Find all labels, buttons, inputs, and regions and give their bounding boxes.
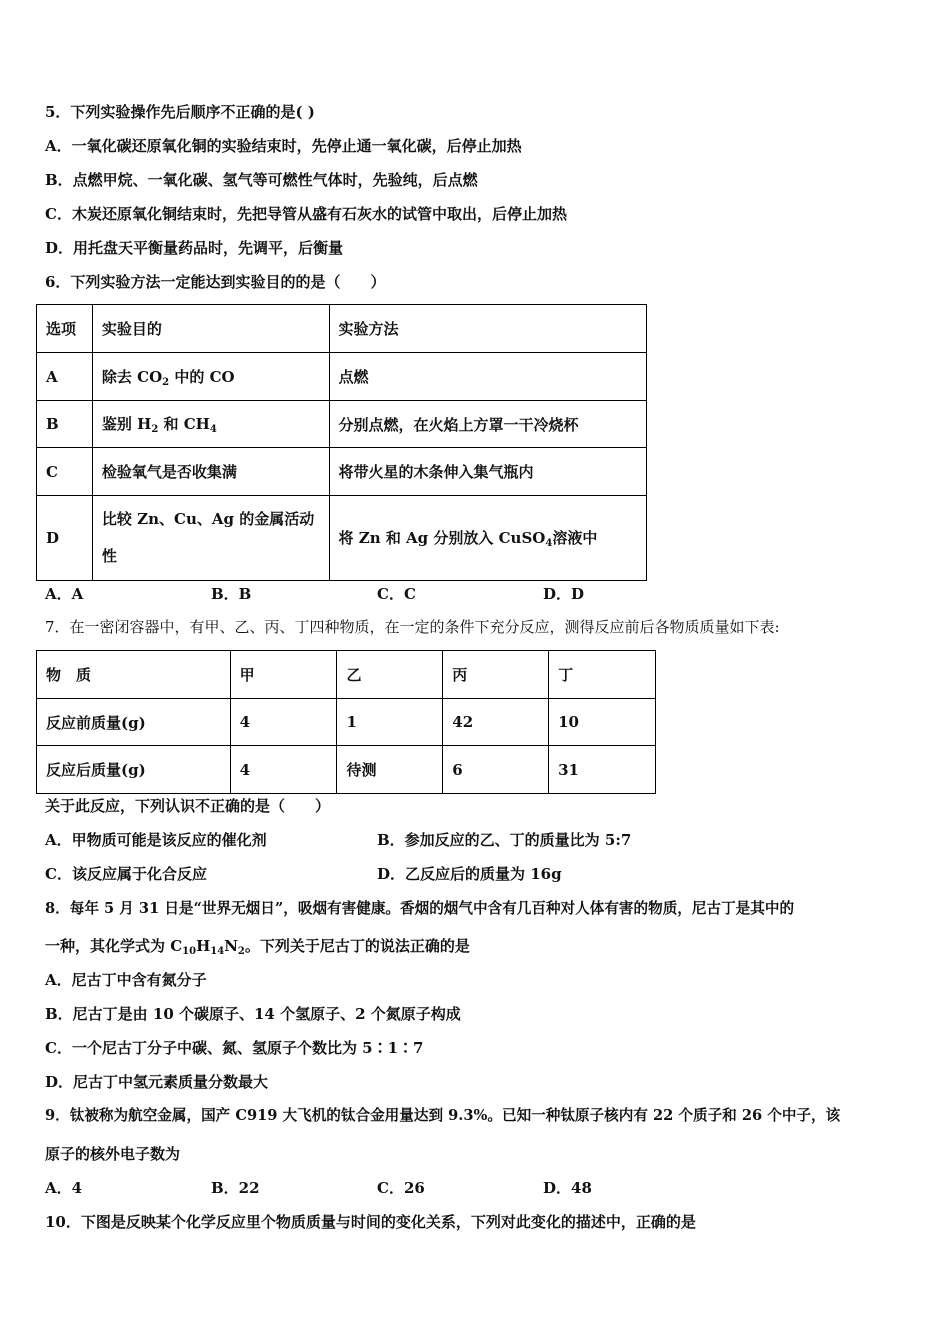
q6-row-c-option: C: [37, 448, 93, 496]
q8-formula-c: 一种，其化学式为 C: [45, 937, 183, 955]
q9-answer-b: B．22: [211, 1179, 260, 1197]
q9-answer-d: D．48: [543, 1179, 592, 1197]
q6-row-d-goal: [92, 496, 329, 581]
q8-option-a: A．尼古丁中含有氮分子: [45, 971, 207, 989]
table-row: [37, 401, 647, 448]
q9-stem-line2: 原子的核外电子数为: [45, 1145, 181, 1163]
q7-header-substance: 物 质: [37, 651, 231, 699]
q7-row1-bing: 42: [443, 699, 549, 746]
q7-row2-label: 反应后质量(g): [37, 746, 231, 794]
q7-option-c: C．该反应属于化合反应: [45, 865, 207, 883]
q7-row1-jia: 4: [230, 699, 337, 746]
table-row: [37, 353, 647, 401]
q6-row-a-method: 点燃: [329, 353, 646, 401]
q8-stem-line2: [45, 936, 470, 962]
q6-row-c-method: 将带火星的木条伸入集气瓶内: [329, 448, 646, 496]
q7-header-jia: 甲: [230, 651, 337, 699]
q9-stem-line1: 9．钛被称为航空金属，国产 C919 大飞机的钛合金用量达到 9.3%。已知一种钛原子核内有 22 个质子和 26 个中子，该: [45, 1107, 841, 1124]
q7-stem: 7．在一密闭容器中，有甲、乙、丙、丁四种物质，在一定的条件下充分反应，测得反应前后各物质质量如下表:: [45, 618, 780, 636]
q5-option-b: B．点燃甲烷、一氧化碳、氢气等可燃性气体时，先验纯，后点燃: [45, 171, 478, 189]
q7-row2-jia: 4: [230, 746, 337, 794]
q6-row-d-goal-line1: 比较 Zn、Cu、Ag 的金属活动: [101, 510, 315, 528]
q7-header-bing: 丙: [443, 651, 549, 699]
q8-formula-c-sub: 10: [182, 946, 197, 957]
q8-option-b: B．尼古丁是由 10 个碳原子、14 个氢原子、2 个氮原子构成: [45, 1005, 461, 1023]
q6-row-d-method-text2: 溶液中: [552, 529, 598, 547]
q7-question: 关于此反应，下列认识不正确的是（ ）: [45, 797, 331, 815]
q6-row-c-goal: 检验氧气是否收集满: [92, 448, 329, 496]
q8-option-c: C．一个尼古丁分子中碳、氮、氢原子个数比为 5∶1∶7: [45, 1039, 424, 1057]
q7-option-d: D．乙反应后的质量为 16g: [377, 865, 562, 883]
q7-table: [36, 650, 656, 794]
table-row: [37, 746, 656, 794]
q8-formula-n: N: [224, 937, 238, 955]
q6-answer-d: D．D: [543, 585, 585, 603]
q7-table-header: [37, 651, 656, 699]
q7-row2-yi: 待测: [337, 746, 443, 794]
q6-row-b-goal: [92, 401, 329, 448]
q6-row-d-goal-line2: 性: [101, 547, 117, 565]
q6-table: [36, 304, 647, 581]
q9-answer-c: C．26: [377, 1179, 425, 1197]
q6-row-d-method-sub: 4: [545, 538, 553, 549]
q8-formula-n-sub: 2: [237, 946, 245, 957]
q8-option-d: D．尼古丁中氢元素质量分数最大: [45, 1073, 269, 1091]
q7-header-yi: 乙: [337, 651, 443, 699]
q7-row1-ding: 10: [549, 699, 656, 746]
q6-row-b-method: 分别点燃，在火焰上方罩一干冷烧杯: [329, 401, 646, 448]
q6-answer-a: A．A: [45, 585, 84, 603]
q6-header-goal: 实验目的: [92, 305, 329, 353]
q7-row1-yi: 1: [337, 699, 443, 746]
table-row: [37, 448, 647, 496]
q7-row2-bing: 6: [443, 746, 549, 794]
q8-stem-line1: 8．每年 5 月 31 日是“世界无烟日”，吸烟有害健康。香烟的烟气中含有几百种对人体有害的物质，尼古丁是其中的: [45, 900, 795, 917]
q6-row-a-goal-sub: 2: [162, 376, 170, 388]
q10-stem: 10．下图是反映某个化学反应里个物质质量与时间的变化关系，下列对此变化的描述中，正确的是: [45, 1213, 696, 1231]
q6-row-a-option: A: [37, 353, 93, 401]
q6-answer-b: B．B: [211, 585, 252, 603]
q7-option-a: A．甲物质可能是该反应的催化剂: [45, 831, 267, 849]
q6-row-b-goal-text: 鉴别 H: [101, 415, 152, 433]
q6-row-b-goal-text2: 和 CH: [158, 415, 210, 433]
q6-row-b-goal-sub2: 4: [209, 424, 217, 435]
q8-formula-h: H: [196, 937, 211, 955]
q6-row-a-goal: [92, 353, 329, 401]
table-row: [37, 496, 647, 581]
q9-answer-a: A．4: [45, 1179, 83, 1197]
q7-row2-ding: 31: [549, 746, 656, 794]
q6-header-method: 实验方法: [329, 305, 646, 353]
q6-answer-c: C．C: [377, 585, 416, 603]
q5-option-c: C．木炭还原氧化铜结束时，先把导管从盛有石灰水的试管中取出，后停止加热: [45, 205, 567, 223]
q5-stem: 5．下列实验操作先后顺序不正确的是( ): [45, 103, 315, 121]
q6-row-d-method-text: 将 Zn 和 Ag 分别放入 CuSO: [338, 529, 546, 547]
q5-option-d: D．用托盘天平衡量药品时，先调平，后衡量: [45, 239, 344, 257]
q7-header-ding: 丁: [549, 651, 656, 699]
table-row: [37, 699, 656, 746]
q8-stem-line2-rest: 。下列关于尼古丁的说法正确的是: [244, 937, 470, 955]
q5-option-a: A．一氧化碳还原氧化铜的实验结束时，先停止通一氧化碳，后停止加热: [45, 137, 522, 155]
q6-table-header: [37, 305, 647, 353]
q8-formula-h-sub: 14: [210, 946, 225, 957]
q6-row-a-goal-text: 除去 CO: [101, 367, 163, 386]
q7-option-b: B．参加反应的乙、丁的质量比为 5:7: [377, 831, 632, 849]
q6-row-b-option: B: [37, 401, 93, 448]
q6-header-option: 选项: [37, 305, 93, 353]
q6-stem: 6．下列实验方法一定能达到实验目的的是（ ）: [45, 273, 386, 291]
q6-row-d-method: [329, 496, 646, 581]
q6-row-d-option: D: [37, 496, 93, 581]
q6-row-a-goal-text2: 中的 CO: [169, 367, 235, 386]
q6-row-b-goal-sub: 2: [151, 424, 159, 435]
q7-row1-label: 反应前质量(g): [37, 699, 231, 746]
